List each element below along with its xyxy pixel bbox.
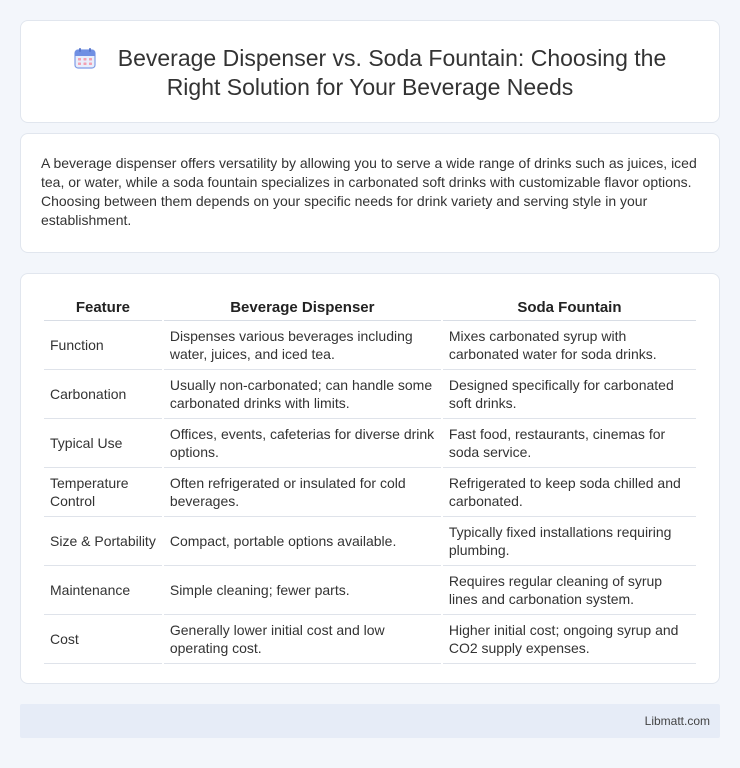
feature-cell: Temperature Control	[44, 468, 162, 517]
fountain-cell: Requires regular cleaning of syrup lines and carbonation system.	[443, 566, 696, 615]
fountain-cell: Higher initial cost; ongoing syrup and CO2 supply expenses.	[443, 615, 696, 664]
dispenser-cell: Offices, events, cafeterias for diverse drink options.	[164, 419, 441, 468]
table-row	[44, 566, 696, 615]
footer-brand[interactable]: Libmatt.com	[644, 714, 710, 728]
table-row	[44, 370, 696, 419]
table-row	[44, 419, 696, 468]
dispenser-cell: Generally lower initial cost and low operating cost.	[164, 615, 441, 664]
header-beverage-dispenser: Beverage Dispenser	[164, 295, 441, 321]
feature-cell: Typical Use	[44, 419, 162, 468]
fountain-cell: Typically fixed installations requiring plumbing.	[443, 517, 696, 566]
table-row	[44, 517, 696, 566]
table-header-row	[44, 295, 696, 321]
fountain-cell: Refrigerated to keep soda chilled and carbonated.	[443, 468, 696, 517]
fountain-cell: Fast food, restaurants, cinemas for soda service.	[443, 419, 696, 468]
intro-card	[20, 133, 720, 253]
page-title: Beverage Dispenser vs. Soda Fountain: Choosing the Right Solution for Your Beverage Needs	[117, 45, 667, 100]
table-row	[44, 468, 696, 517]
header-soda-fountain: Soda Fountain	[443, 295, 696, 321]
feature-cell: Maintenance	[44, 566, 162, 615]
comparison-table	[42, 295, 698, 664]
page-title-block	[61, 44, 679, 102]
comparison-card	[20, 273, 720, 684]
dispenser-cell: Dispenses various beverages including water, juices, and iced tea.	[164, 321, 441, 370]
footer-bar	[20, 704, 720, 738]
dispenser-cell: Compact, portable options available.	[164, 517, 441, 566]
feature-cell: Cost	[44, 615, 162, 664]
dispenser-cell: Simple cleaning; fewer parts.	[164, 566, 441, 615]
feature-cell: Size & Portability	[44, 517, 162, 566]
fountain-cell: Designed specifically for carbonated soft drinks.	[443, 370, 696, 419]
title-card	[20, 20, 720, 123]
calendar-icon	[74, 47, 96, 69]
dispenser-cell: Often refrigerated or insulated for cold beverages.	[164, 468, 441, 517]
feature-cell: Function	[44, 321, 162, 370]
fountain-cell: Mixes carbonated syrup with carbonated water for soda drinks.	[443, 321, 696, 370]
table-row	[44, 615, 696, 664]
dispenser-cell: Usually non-carbonated; can handle some carbonated drinks with limits.	[164, 370, 441, 419]
header-feature: Feature	[44, 295, 162, 321]
feature-cell: Carbonation	[44, 370, 162, 419]
intro-paragraph: A beverage dispenser offers versatility by allowing you to serve a wide range of drinks such as juices, iced tea, or water, while a soda fountain specializes in carbonated soft drinks with customizable flavor options. Choosing between them depends on your specific needs for drink variety and serving style in your establishment.	[41, 155, 697, 228]
table-row	[44, 321, 696, 370]
